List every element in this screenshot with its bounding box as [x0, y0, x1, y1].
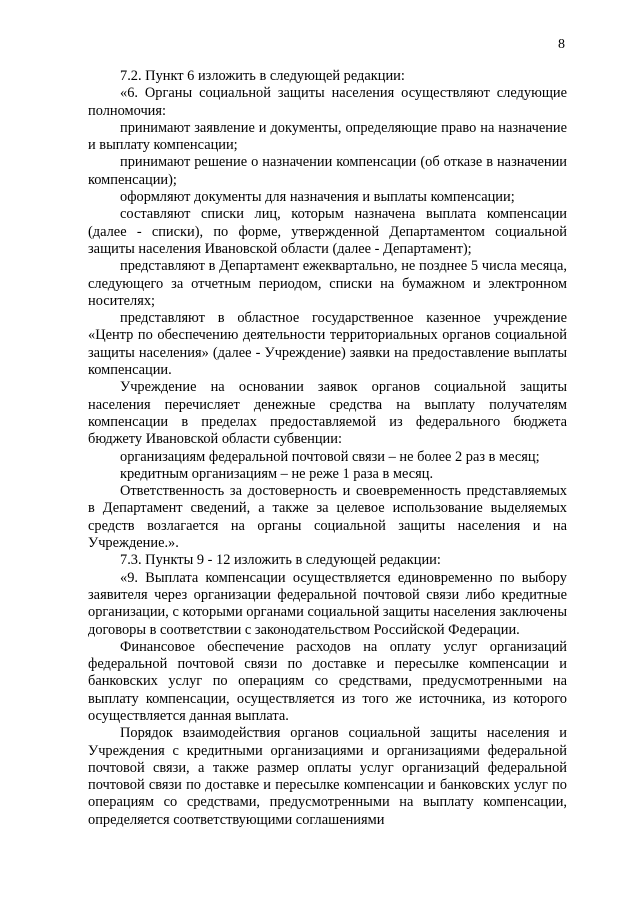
paragraph: Финансовое обеспечение расходов на оплату услуг организаций федеральной почтовой связи по доставке и пересылке компенсации и банковских услуг по операциям со средствами, предусмотренными на выплату компенсации, осуществляется из того же источника, из которого осуществляется данная выплата. [88, 638, 567, 724]
paragraph: принимают заявление и документы, определяющие право на назначение и выплату компенсации; [88, 119, 567, 154]
paragraph: «6. Органы социальной защиты населения осуществляют следующие полномочия: [88, 85, 567, 119]
document-body [88, 68, 567, 829]
paragraph: Учреждение на основании заявок органов социальной защиты населения перечисляет денежные средства на выплату получателям компенсации в пределах предоставляемой из федерального бюджета бюджету Ивановской области субвенции: [88, 379, 567, 448]
paragraph: составляют списки лиц, которым назначена выплата компенсации (далее - списки), по форме, утвержденной Департаментом социальной защиты населения Ивановской области (далее - Департамент); [88, 206, 567, 257]
paragraph: 7.3. Пункты 9 - 12 изложить в следующей редакции: [120, 552, 441, 569]
paragraph: организациям федеральной почтовой связи – не более 2 раз в месяц; [120, 448, 540, 465]
paragraph: кредитным организациям – не реже 1 раза в месяц. [120, 465, 434, 482]
paragraph: оформляют документы для назначения и выплаты компенсации; [120, 189, 515, 206]
paragraph: Ответственность за достоверность и своевременность представляемых в Департамент сведений, а также за целевое использование выделяемых средств возлагается на органы социальной защиты населения и на Учреждение.». [88, 483, 567, 552]
paragraph: принимают решение о назначении компенсации (об отказе в назначении компенсации); [88, 154, 567, 188]
page-number: 8 [558, 37, 565, 52]
paragraph: представляют в областное государственное казенное учреждение «Центр по обеспечению деятельности территориальных органов социальной защиты населения» (далее - Учреждение) заявки на предоставление выплаты компенсации. [88, 310, 567, 379]
paragraph: представляют в Департамент ежеквартально, не позднее 5 числа месяца, следующего за отчетным периодом, списки на бумажном и электронном носителях; [88, 258, 567, 309]
paragraph: 7.2. Пункт 6 изложить в следующей редакции: [120, 68, 405, 84]
paragraph: «9. Выплата компенсации осуществляется единовременно по выбору заявителя через организации федеральной почтовой связи либо кредитные организации, с которыми органами социальной защиты населения заключены договоры в соответствии с законодательством Российской Федерации. [88, 569, 567, 638]
paragraph: Порядок взаимодействия органов социальной защиты населения и Учреждения с кредитными организациями и организациями федеральной почтовой связи, а также размер оплаты услуг организаций федеральной почтовой связи по доставке и пересылке компенсации и банковских услуг по операциям со средствами, предусмотренными на выплату компенсации, определяется соответствующими соглашениями [88, 725, 567, 828]
